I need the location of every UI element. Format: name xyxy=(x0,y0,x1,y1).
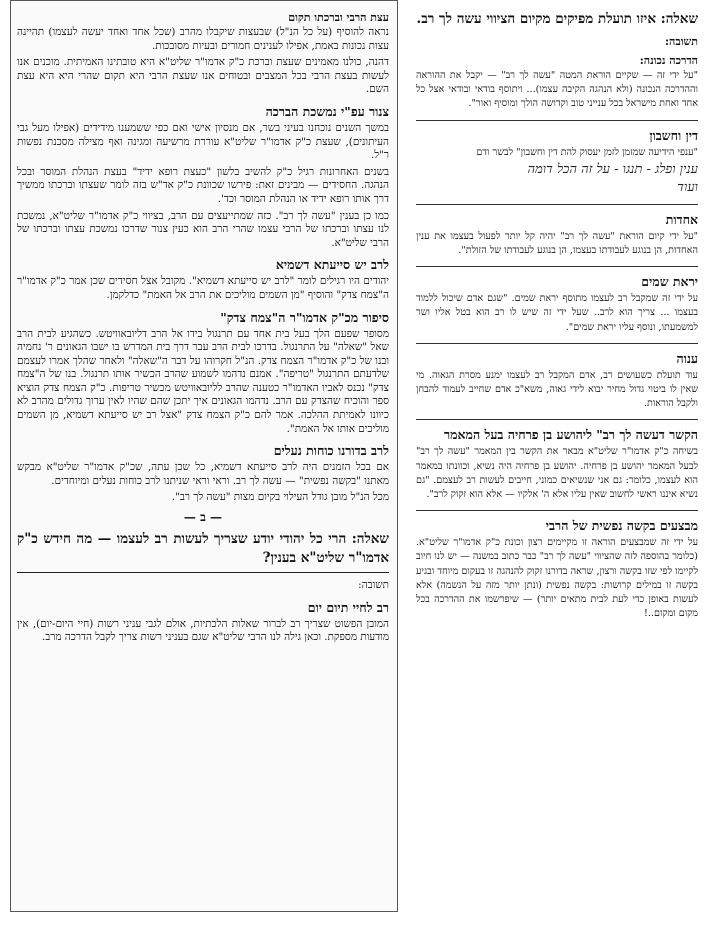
right-question: שאלה: איזו תועלת מפיקים מקיום הציווי עשה לך רב. xyxy=(416,11,698,27)
left-column xyxy=(10,0,398,912)
left-paragraph-10: המובן הפשוט שצריך רב לברור שאלות הלכתיות, אולם לגבי עניני רשות (חיי היום-יום), אין מודעות מספקת. וכאן גילה לנו הרבי שליט"א שגם בעניני רשות צריך לקבל הדרכה מרב. xyxy=(17,617,389,644)
right-divider-4 xyxy=(416,343,698,344)
left-heading-top: עצת הרבי וברכתו תקום xyxy=(288,11,389,24)
left-heading-siyata: לרב יש סייעתא דשמיא xyxy=(275,257,389,273)
left-heading-story: סיפור מכ"ק אדמו"ר ה"צמח צדק" xyxy=(220,309,389,325)
right-paragraph-5: עוד תועלת כשעושים רב, אדם המקבל רב לעצמו ימנע מסרת הגאוה. מי שאין לו ביטוי גדול מחיר יבוא לידי גאוה, משא"כ אדם שחייב לעמוד להבחן ולקבל הוראות. xyxy=(416,369,698,410)
left-paragraph-5: כמו כן בענין "עשה לך רב". כזה שמתייעצים עם הרב, בציווי כ"ק אדמו"ר שליט"א, נמשכת לנו עצתו וברכתו של הרבי עצמו שהרי הרב הוא כעין צנור שדרכו נמשכת עצתו וברכתו של הרבי שליט"א. xyxy=(17,209,389,249)
right-heading-din: דין וחשבון xyxy=(649,127,698,143)
right-divider-6 xyxy=(416,510,698,511)
left-paragraph-2: דהנה, כולנו מאמינים שעצת וברכת כ"ק אדמו"ר שליט"א היא טובתינו האמיתית. מוכנים אנו לעשות בעצת הרבי בכל המצבים ובטוחים אנו שעצת הרבי היא תקום שהרי היא היא עצת השם. xyxy=(17,56,389,96)
right-answer-label: תשובה: xyxy=(665,35,698,48)
left-answer-label: תשובה: xyxy=(358,579,389,592)
section-divider: — ב — xyxy=(183,510,223,525)
right-heading-yirat: יראת שמים xyxy=(641,274,698,290)
right-paragraph-3: "על ידי קיום הוראת "עשה לך רב" יהיה קל יותר לפעול בעצמו את ענין האחדות, הן בנוגע לעבודתו בעצמו, הן בנוגע לעבודתו של הזולת". xyxy=(416,230,698,257)
left-paragraph-3: במשך השנים נוכחנו בעיני בשר, אם מנסיון אישי ואם כפי ששמענו מידידים (אפילו מעל גבי העיתונים), שעצת כ"ק אדמו"ר שליט"א עוררת מרשיעה ומגינה ואף מצילה מסכנת נפשות ר"ל. xyxy=(17,121,389,162)
right-heading-hadracha: הדרכה נכונה: xyxy=(639,54,698,67)
left-paragraph-4: בשנים האחרונות רגיל כ"ק להשיב בלשון "כעצת רופא ידיד" בעצת הנהלת המוסר ובכל הנהגה. החסידים — מבינים זאת: פירשו שכוונת כ"ק אד"ש בזה לומר שעצתו וברכתו ממשיך דרך אותו רופא ידיד או הנהלת המוסר וכד'. xyxy=(17,165,389,205)
right-divider-2 xyxy=(416,204,698,205)
right-paragraph-4: על ידי זה שמקבל רב לעצמו מתוסף יראת שמים. "שגם אדם שיכול ללמוד בעצמו ... צריך הוא לרב.. שעל ידי זה שיש לו רב הוא בטל אליו ושר למשמעתו, ונוסף עליו יראת שמים". xyxy=(416,293,698,333)
right-paragraph-7: על ידי זה שמבצעים הוראה זו מקיימים רצון וכונת כ"ק אדמו"ר שליט"א. (כלומר בהוספה לזה שהציווי "עשה לך רב" כבר כתוב במשנה — יש לנו חיוב לקיימו לפי שזו בקשה ורצון, שראה בדורנו זקוק להנהגה זו בעקום מיוחד ובגיע בקשה זו במילים קרושות: בקשה נפשית (ונתן יותר מזה על הנשמה) אלא לעשות באופן כדי לעת לבית מתאים יותר) — שיפרשמו את ההדרכה בכל מקום ומקום..! xyxy=(416,537,698,620)
handwritten-note-2: ועוד xyxy=(677,179,698,195)
left-paragraph-6: יהודים היו רגילים לומר "לרב יש סייעתא דשמיא". מקובל אצל חסידים שכן אמר כ"ק אדמו"ר ה"צמח צדק" והוסיף "מן השמים מוליכים את הרב אל האמת" כדלקמן. xyxy=(17,275,389,301)
right-heading-yehoshua: הקשר דעשה לך רב" ליהושע בן פרחיה בעל המאמר xyxy=(443,427,698,443)
right-divider-1 xyxy=(416,120,698,121)
right-heading-mivtzaim: מבצעים בקשה נפשית של הרבי xyxy=(545,518,698,534)
left-paragraph-8: אם בכל הזמנים היה לרב סייעתא דשמיא, כל שכן עתה, שכ"ק אדמו"ר שליט"א מבקש מאתנו "בקשה נפשית" — עשה לך רב. וראי וראי שניתנו לרב כוחות נעלים ומיוחדים. xyxy=(17,461,389,487)
left-paragraph-1: נראה להוסיף (על כל הנ"ל) שבעצות שיקבלו מהרב (שכל אחד ואחד יעשה לעצמו) תהיינה עצות נכונות באמת, אפילו לענינים חמורים ובעיות מסובכות. xyxy=(17,26,389,52)
right-divider-3 xyxy=(416,266,698,267)
question-underline xyxy=(17,572,389,573)
right-paragraph-1: "על ידי זה — שקיים הוראת המטה "עשה לך רב" — יקבל את ההוראה וההדרכה הנכונה (ולא הנהגה הקיבה עצמו)... ויתוסף בודאי ובודאי אצל כל אחד ואחת מישראל בכל ענייני טוב וקדושה הולך ומוסיף ואור". xyxy=(416,70,698,110)
left-heading-tzinor: צנור עפ"י נמשכת הברכה xyxy=(265,103,389,119)
right-paragraph-6: בשיחה כ"ק אדמו"ר שליט"א מבאר את הקשר בין המאמר "עשה לך רב" לבעל המאמר יהושע בן פרחיה. יהושע בן פרחיה היה נשיא, וכוונתו במאמר הוא לעצמו, כלומר: גם אני שנשיאים כמוני, חייבים לעשות רב לעצמם. "גם נשיא איננו ראשי לחשוב שאין עליו אלא ה' אלקיו — אלא הוא זקוק לרב". xyxy=(416,446,698,501)
right-heading-anava: ענוה xyxy=(676,350,698,366)
left-paragraph-7: מסופר שפעם הלך בעל בית אחד עם תרנגול בידו אל הרב דליובאוויטש. כשהגיע לבית הרב שאל "שאלה" על התרנגול. בדרכו לבית הרב עבר דרך בית המדרש בו ישבו הגאונים ר' נחמיה ובנו של כ"ק אדמו"ר הצמח צדק. הנ"ל חקרוהו על דבר ה"שאלה" ולאחר שהלך אמרו לעצמם שלדעתם התרנגול "טריפה". אמנם נדהמו לשמוע שהרב הכשיר אותו תרנגול. בנו של ה"צמח צדק" נכנס לאביו האדמו"ר כטענה שהרב לליובאוויטש מכשיר טריפות. כ"ק הצמח צדק הוציא ספר והוכיח שהצדק עם הרב. נדהמו הגאונים איך יתכן שהם שהיו לאין ערוך גדולים מהרב לא כיוונו לאמיתת ההלכה. אמר להם כ"ק הצמח צדק "אצל רב יש סייעתא דשמיא, מן השמים מוליכים אותו אל האמת". xyxy=(17,327,389,435)
left-paragraph-9: מכל הנ"ל מובן גודל העילוי בקיום מצות "עשה לך רב". xyxy=(171,491,389,504)
right-heading-achdut: אחדות xyxy=(665,211,698,227)
right-column xyxy=(412,0,702,952)
right-paragraph-2: "ענפי הידיעה שמזמן לזמן יעסוק להת דין וחשבון" לבשר ודם xyxy=(476,146,698,158)
left-heading-kochot: לרב בדורנו כוחות נעלים xyxy=(273,443,389,459)
left-heading-yomyom: רב לחיי תיום יום xyxy=(307,599,389,615)
right-divider-5 xyxy=(416,419,698,420)
left-question: שאלה: הרי כל יהודי יודע שצריך לעשות רב לעצמו — מה חידש כ"ק אדמו"ר שליט"א בענין? xyxy=(17,531,389,567)
handwritten-note-1: ענין ופלג - תנגו - על זה הכל דומה xyxy=(527,161,698,177)
